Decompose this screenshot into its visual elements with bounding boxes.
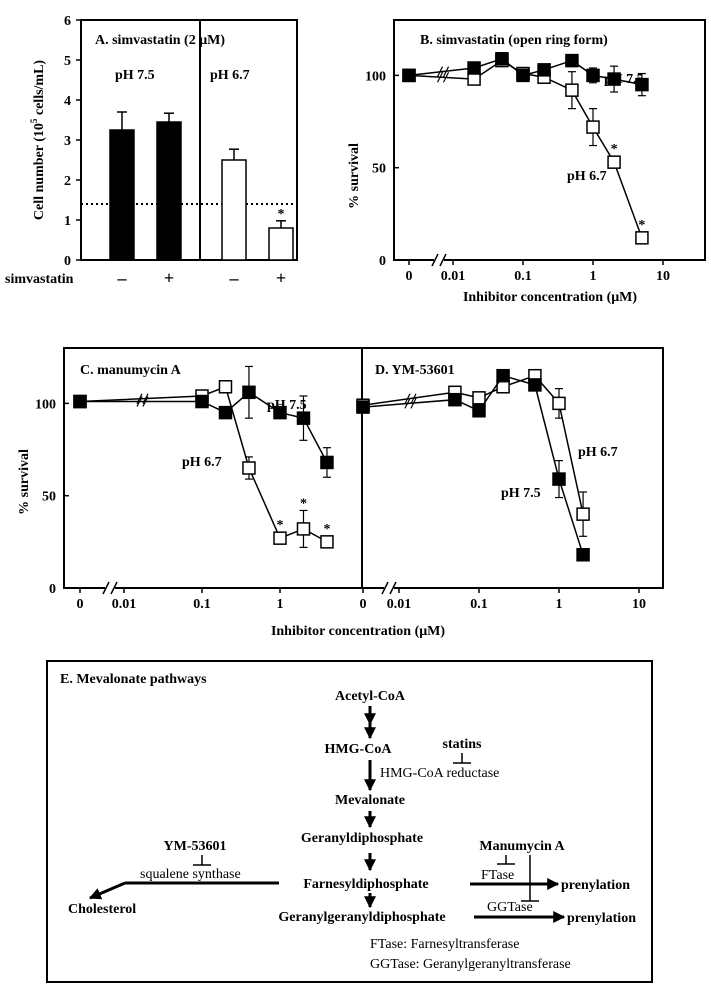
panel-c-point-filled (74, 396, 86, 408)
panel-b-xlabel: Inhibitor concentration (μM) (462, 290, 638, 305)
panel-b-y-tick-label: 50 (372, 161, 386, 177)
panel-c-series-label-ph67: pH 6.7 (182, 455, 222, 470)
panel-a-row-label: simvastatin (5, 272, 74, 287)
panel-b-x-tick-label: 10 (656, 269, 670, 284)
legend-ftase: FTase: Farnesyltransferase (370, 937, 520, 952)
panel-a-y-tick-label: 5 (64, 54, 71, 69)
panel-b-frame (394, 20, 705, 260)
panel-a-category-label: – (229, 268, 239, 288)
panel-a-y-tick-label: 1 (64, 214, 71, 229)
panel-a-bar (269, 228, 293, 260)
panel-d-point-open (473, 392, 485, 404)
node-geranylgeranyldiphosphate: Geranylgeranyldiphosphate (278, 910, 446, 925)
panel-c-point-filled (196, 396, 208, 408)
panel-b-title: B. simvastatin (open ring form) (420, 33, 608, 48)
panel-d-series-label-ph75: pH 7.5 (501, 486, 541, 501)
panel-a-category-label: + (275, 268, 287, 288)
panel-b-axes (365, 69, 670, 284)
panel-a-bar-chart (5, 14, 297, 288)
panel-c-ylabel: % survival (17, 449, 32, 515)
panel-b-point-open (587, 121, 599, 133)
panel-b-series-label-ph75: pH 7.5 (604, 72, 644, 87)
panel-a-bar (157, 122, 181, 260)
node-prenylation-ftase: prenylation (561, 878, 630, 893)
panel-b-plot (403, 53, 648, 244)
panel-d-point-open (553, 397, 565, 409)
panel-c-point-open (297, 523, 309, 535)
panel-d-x-tick-label: 0.01 (386, 597, 412, 612)
panel-a-y-tick-label: 4 (64, 94, 71, 109)
panel-b-point-open (608, 156, 620, 168)
panel-b-point-filled (587, 69, 599, 81)
panel-c-point-filled (297, 412, 309, 424)
panel-c-point-filled (321, 456, 333, 468)
panel-b-point-filled (566, 55, 578, 67)
panel-c-significance-star: * (299, 496, 307, 512)
panel-b-point-filled (538, 64, 550, 76)
panel-b-y-tick-label: 0 (379, 254, 386, 269)
node-farnesyldiphosphate: Farnesyldiphosphate (303, 877, 429, 892)
panel-d-x-tick-label: 0 (359, 597, 367, 612)
panel-c-x-tick-label: 0 (76, 597, 84, 612)
panel-a-significance-star: * (277, 206, 285, 222)
panel-c-y-tick-label: 100 (35, 397, 56, 413)
panel-b-y-tick-label: 100 (365, 69, 386, 85)
enzyme-hmg-coa-reductase: HMG-CoA reductase (380, 766, 500, 781)
panel-c-point-open (219, 381, 231, 393)
panel-d-axes (360, 582, 647, 612)
panel-b-series-label-ph67: pH 6.7 (567, 169, 607, 184)
panel-c-y-tick-label: 0 (49, 582, 56, 597)
panel-d-x-tick-label: 0.1 (470, 597, 488, 612)
inhibitor-manumycin-a: Manumycin A (479, 839, 565, 854)
node-geranyldiphosphate: Geranyldiphosphate (300, 831, 424, 846)
node-cholesterol: Cholesterol (68, 902, 137, 917)
panel-a-category-labels (117, 268, 287, 288)
panel-b-point-open (566, 84, 578, 96)
panel-b-point-filled (517, 69, 529, 81)
panel-a-category-label: + (163, 268, 175, 288)
panel-d-x-tick-label: 10 (632, 597, 646, 612)
panel-a-y-ticks (64, 14, 81, 269)
inhibitor-statins: statins (442, 737, 482, 752)
panel-a-y-tick-label: 2 (64, 174, 71, 189)
panel-d-point-filled (529, 379, 541, 391)
panel-cd-line-charts (17, 348, 663, 639)
panel-c-significance-star: * (323, 521, 331, 537)
panel-d-series-label-ph67: pH 6.7 (578, 445, 618, 460)
node-hmg-coa: HMG-CoA (324, 742, 392, 757)
panel-c-point-open (321, 536, 333, 548)
panel-b-series-line (409, 61, 642, 238)
panel-b-point-open (636, 232, 648, 244)
panel-d-point-filled (449, 394, 461, 406)
panel-b-significance-star: * (638, 217, 646, 233)
panel-d-point-filled (553, 473, 565, 485)
panel-c-y-tick-label: 50 (42, 489, 56, 505)
panel-c-x-tick-label: 0.1 (193, 597, 211, 612)
panel-d-point-filled (497, 370, 509, 382)
panel-d-title: D. YM-53601 (375, 363, 455, 378)
node-mevalonate: Mevalonate (335, 793, 405, 808)
panel-b-line-chart (347, 20, 705, 305)
panel-b-point-open (468, 73, 480, 85)
enzyme-squalene-synthase: squalene synthase (140, 867, 241, 882)
panel-b-point-filled (468, 62, 480, 74)
panel-a-title: A. simvastatin (2 μM) (95, 33, 226, 48)
panel-d-point-filled (577, 549, 589, 561)
panel-b-x-tick-label: 0 (405, 269, 413, 284)
panel-a-y-tick-label: 3 (64, 134, 71, 149)
panel-a-group-label-ph75: pH 7.5 (115, 68, 155, 83)
panel-b-x-tick-label: 0.01 (440, 269, 466, 284)
panel-c-point-filled (219, 407, 231, 419)
panel-a-y-tick-label: 6 (64, 14, 71, 29)
panel-d-plot (357, 370, 618, 561)
panel-b-x-tick-label: 1 (589, 269, 597, 284)
panel-a-ylabel: Cell number ($10^5$ cells/mL) (29, 59, 47, 221)
panel-d-point-open (577, 508, 589, 520)
panel-a-bars (81, 112, 297, 260)
panel-c-point-open (274, 532, 286, 544)
panel-a-y-tick-label: 0 (64, 254, 71, 269)
panel-e-title: E. Mevalonate pathways (60, 672, 207, 687)
inhibitor-ym-53601: YM-53601 (163, 839, 227, 854)
panel-e-pathway-diagram (47, 661, 652, 982)
panel-b-point-filled (496, 53, 508, 65)
panel-c-title: C. manumycin A (80, 363, 181, 378)
panel-c-plot (74, 366, 333, 547)
node-prenylation-ggtase: prenylation (567, 911, 636, 926)
panel-c-x-tick-label: 1 (276, 597, 284, 612)
panel-c-axes (35, 397, 284, 612)
panel-b-ylabel: % survival (347, 143, 362, 209)
panel-c-point-open (243, 462, 255, 474)
panel-a-bar (222, 160, 246, 260)
panel-c-significance-star: * (276, 518, 284, 534)
panel-a-category-label: – (117, 268, 127, 288)
panel-cd-xlabel: Inhibitor concentration (μM) (270, 624, 446, 639)
panel-e-frame (47, 661, 652, 982)
panel-a-bar (110, 130, 134, 260)
panel-d-x-tick-label: 1 (555, 597, 563, 612)
panel-c-series-label-ph75: pH 7.5 (267, 398, 307, 413)
enzyme-ggtase: GGTase (487, 900, 533, 915)
panel-d-point-filled (473, 405, 485, 417)
node-acetyl-coa: Acetyl-CoA (335, 689, 405, 704)
arrow-fpp-to-cholesterol-head (90, 883, 125, 898)
panel-d-point-filled (357, 401, 369, 413)
panel-c-point-filled (243, 386, 255, 398)
panel-b-point-filled (403, 69, 415, 81)
panel-b-x-tick-label: 0.1 (514, 269, 532, 284)
panel-c-x-tick-label: 0.01 (111, 597, 137, 612)
panel-a-group-label-ph67: pH 6.7 (210, 68, 250, 83)
legend-ggtase: GGTase: Geranylgeranyltransferase (370, 957, 571, 972)
enzyme-ftase: FTase (481, 868, 515, 883)
panel-b-significance-star: * (610, 142, 618, 158)
